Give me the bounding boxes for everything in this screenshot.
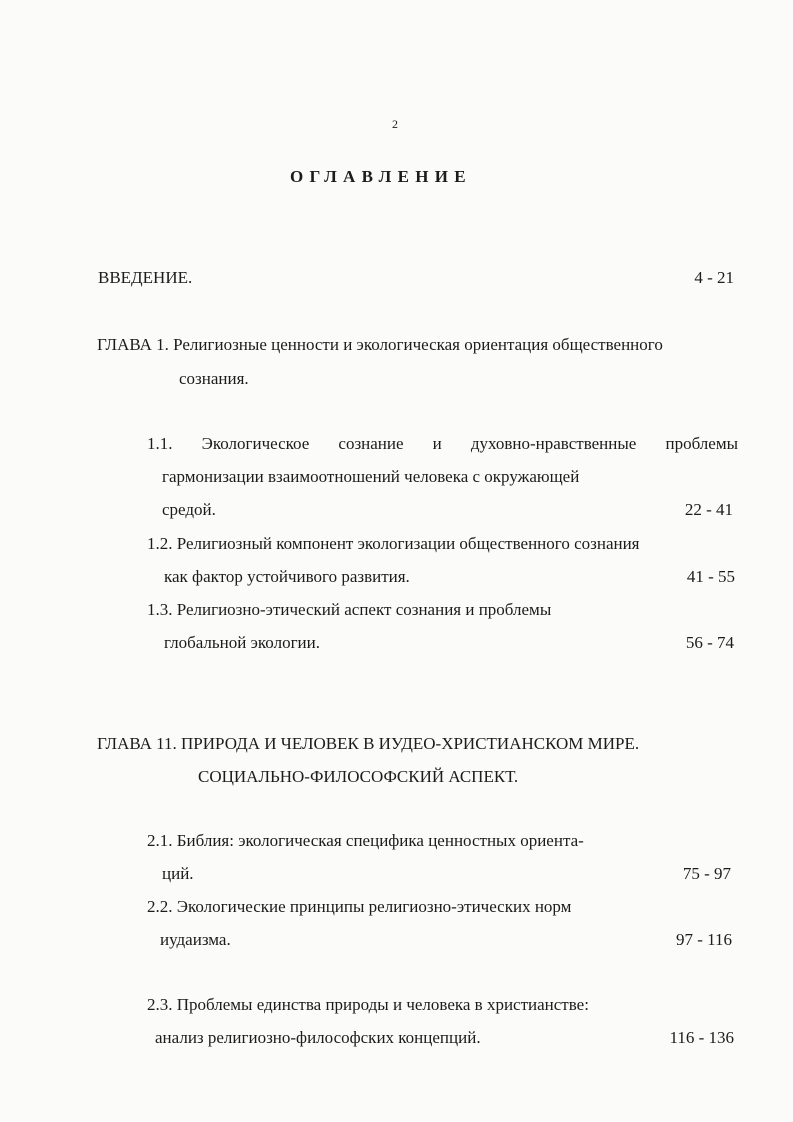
toc-section-1-2-pages: 41 - 55	[686, 567, 735, 586]
page-title: ОГЛАВЛЕНИЕ	[290, 167, 472, 186]
chapter-2-title: ГЛАВА 11. ПРИРОДА И ЧЕЛОВЕК В ИУДЕО-ХРИСТИАНСКОМ МИРЕ.	[97, 734, 640, 753]
toc-section-2-2-cont: иудаизма.	[160, 930, 231, 949]
chapter-1-title: ГЛАВА 1. Религиозные ценности и экологическая ориентация общественного	[97, 335, 663, 354]
toc-section-2-1: 2.1. Библия: экологическая специфика ценностных ориента-	[147, 831, 584, 850]
toc-section-2-3-cont: анализ религиозно-философских концепций.	[155, 1028, 481, 1047]
toc-section-2-1-cont: ций.	[162, 864, 194, 883]
toc-section-1-3: 1.3. Религиозно-этический аспект сознания и проблемы	[147, 600, 552, 619]
chapter-1-title-cont: сознания.	[179, 369, 249, 388]
toc-section-2-3-pages: 116 - 136	[669, 1028, 734, 1047]
toc-section-2-3: 2.3. Проблемы единства природы и человека в христианстве:	[147, 995, 589, 1014]
page-number: 2	[392, 117, 398, 131]
toc-section-1-1-pages: 22 - 41	[684, 500, 733, 519]
toc-intro-label: ВВЕДЕНИЕ.	[98, 268, 193, 287]
toc-section-1-2-cont: как фактор устойчивого развития.	[164, 567, 410, 586]
toc-section-2-2-pages: 97 - 116	[675, 930, 732, 949]
toc-section-2-2: 2.2. Экологические принципы религиозно-этических норм	[147, 897, 572, 916]
toc-section-1-3-cont: глобальной экологии.	[164, 633, 320, 652]
toc-section-2-1-pages: 75 - 97	[682, 864, 731, 883]
toc-section-1-2: 1.2. Религиозный компонент экологизации общественного сознания	[147, 534, 640, 553]
toc-intro-pages: 4 - 21	[694, 268, 734, 287]
chapter-2-title-cont: СОЦИАЛЬНО-ФИЛОСОФСКИЙ АСПЕКТ.	[198, 767, 519, 786]
toc-section-1-1-cont: гармонизации взаимоотношений человека с окружающей	[162, 467, 580, 486]
toc-section-1-1-cont2: средой.	[162, 500, 216, 519]
toc-section-1-3-pages: 56 - 74	[685, 633, 734, 652]
toc-section-1-1: 1.1. Экологическое сознание и духовно-нравственные проблемы	[147, 434, 738, 453]
